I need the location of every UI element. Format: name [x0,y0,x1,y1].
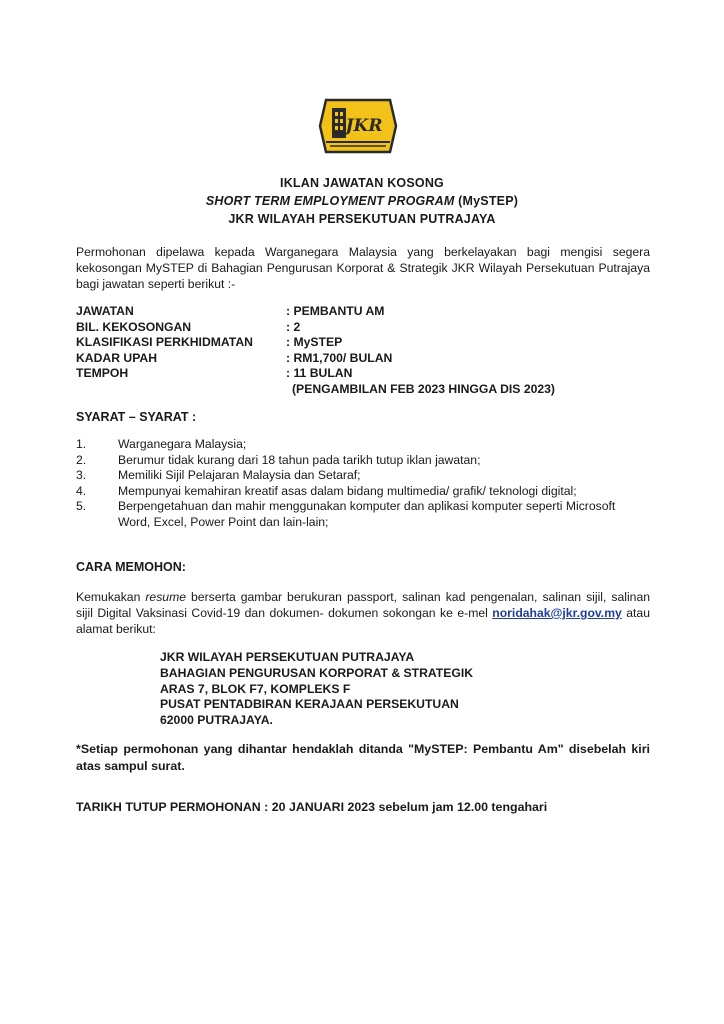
list-item [76,484,650,500]
job-details [76,304,555,398]
detail-row-kadar-upah [76,351,555,367]
detail-value: : 2 [286,319,301,334]
address-line: JKR WILAYAH PERSEKUTUAN PUTRAJAYA [160,650,415,664]
apply-text-1: Kemukakan [76,590,146,604]
list-number: 4. [76,483,87,498]
list-item [76,468,650,484]
apply-text-2: berserta gambar berukuran passport, salinan kad pengenalan, salinan sijil, salinan sijil Digital Vaksinasi Covid-19 dan dokumen- dokumen sokongan ke e-mel [76,590,651,620]
intro-paragraph: Permohonan dipelawa kepada Warganegara Malaysia yang berkelayakan bagi mengisi segera kekosongan MySTEP di Bahagian Pengurusan Korporat & Strategik JKR Wilayah Persekutuan Putrajaya bagi jawatan seperti berikut :- [76,245,650,291]
detail-row-klasifikasi [76,335,555,351]
list-number: 3. [76,468,87,483]
detail-value: : RM1,700/ BULAN [286,350,393,365]
list-number: 5. [76,499,87,514]
detail-label: KADAR UPAH [76,350,158,365]
requirements-list [76,437,650,531]
detail-row-kekosongan [76,320,555,336]
apply-text-3: atau alamat berikut: [76,606,650,636]
list-text: Berpengetahuan dan mahir menggunakan komputer dan aplikasi komputer seperti Microsoft Word, Excel, Power Point dan lain-lain; [118,499,616,529]
detail-period-note: (PENGAMBILAN FEB 2023 HINGGA DIS 2023) [292,381,555,396]
detail-label: KLASIFIKASI PERKHIDMATAN [76,335,253,350]
detail-label: TEMPOH [76,366,129,381]
list-item [76,437,650,453]
detail-label: BIL. KEKOSONGAN [76,319,192,334]
list-number: 2. [76,452,87,467]
list-item [76,499,650,530]
program-acronym: (MySTEP) [454,194,519,208]
detail-value: : MySTEP [286,335,343,350]
apply-paragraph [76,589,650,637]
closing-date: TARIKH TUTUP PERMOHONAN : 20 JANUARI 2023 sebelum jam 12.00 tengahari [76,800,548,814]
title-program [0,194,724,208]
apply-resume-word: resume [145,590,187,604]
program-name: SHORT TERM EMPLOYMENT PROGRAM [205,194,455,208]
apply-title: CARA MEMOHON: [76,560,186,574]
detail-row-jawatan [76,304,555,320]
detail-label: JAWATAN [76,304,134,318]
envelope-note: *Setiap permohonan yang dihantar hendaklah ditanda "MySTEP: Pembantu Am" disebelah kiri atas sampul surat. [76,742,650,773]
list-item [76,453,650,469]
detail-row-tempoh [76,366,555,382]
list-text: Memiliki Sijil Pelajaran Malaysia dan Setaraf; [118,468,361,483]
email-link[interactable]: noridahak@jkr.gov.my [492,606,622,620]
logo-text: JKR [345,116,383,136]
title-department: JKR WILAYAH PERSEKUTUAN PUTRAJAYA [228,212,496,226]
list-text: Warganegara Malaysia; [118,437,247,451]
requirements-title: SYARAT – SYARAT : [76,410,197,424]
mailing-address [160,650,473,729]
address-line: PUSAT PENTADBIRAN KERAJAAN PERSEKUTUAN [160,697,459,712]
address-line: 62000 PUTRAJAYA. [160,713,273,728]
list-number: 1. [76,437,87,451]
address-line: BAHAGIAN PENGURUSAN KORPORAT & STRATEGIK [160,665,474,680]
jkr-logo [316,94,400,158]
detail-value: : 11 BULAN [286,366,353,381]
list-text: Berumur tidak kurang dari 18 tahun pada tarikh tutup iklan jawatan; [118,452,481,467]
list-text: Mempunyai kemahiran kreatif asas dalam bidang multimedia/ grafik/ teknologi digital; [118,483,577,498]
title-iklan: IKLAN JAWATAN KOSONG [280,176,444,190]
detail-value: : PEMBANTU AM [286,304,385,318]
address-line: ARAS 7, BLOK F7, KOMPLEKS F [160,681,351,696]
